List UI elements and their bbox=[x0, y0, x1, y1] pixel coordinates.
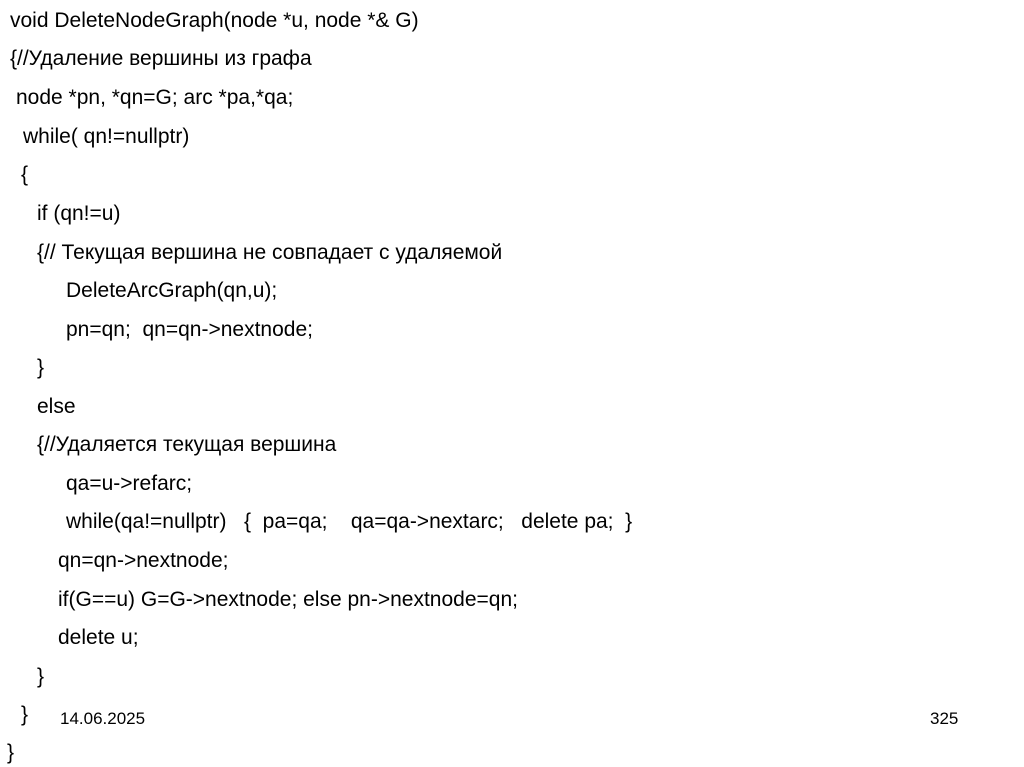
code-line-6: if (qn!=u) bbox=[37, 202, 121, 225]
code-line-17: delete u; bbox=[58, 626, 139, 649]
code-line-14: while(qa!=nullptr) { pa=qa; qa=qa->nextarc; delete pa; } bbox=[66, 510, 633, 533]
code-line-11: else bbox=[37, 395, 76, 418]
code-line-2: {//Удаление вершины из графа bbox=[10, 47, 312, 70]
code-line-8: DeleteArcGraph(qn,u); bbox=[66, 279, 278, 302]
code-line-10: } bbox=[37, 356, 45, 379]
footer-date: 14.06.2025 bbox=[60, 709, 146, 728]
code-line-12: {//Удаляется текущая вершина bbox=[37, 433, 337, 456]
code-line-7: {// Текущая вершина не совпадает с удаляемой bbox=[37, 241, 503, 264]
code-line-19: } bbox=[21, 703, 29, 726]
code-line-1: void DeleteNodeGraph(node *u, node *& G) bbox=[10, 9, 419, 32]
code-line-15: qn=qn->nextnode; bbox=[58, 549, 229, 572]
code-line-3: node *pn, *qn=G; arc *pa,*qa; bbox=[16, 86, 294, 109]
code-line-4: while( qn!=nullptr) bbox=[23, 125, 190, 148]
footer-page-number: 325 bbox=[930, 709, 959, 728]
code-line-9: pn=qn; qn=qn->nextnode; bbox=[66, 318, 313, 341]
code-line-20: } bbox=[7, 741, 15, 764]
code-line-18: } bbox=[37, 665, 45, 688]
code-line-13: qa=u->refarc; bbox=[66, 472, 193, 495]
code-line-16: if(G==u) G=G->nextnode; else pn->nextnode=qn; bbox=[58, 588, 518, 611]
code-line-5: { bbox=[21, 163, 29, 186]
